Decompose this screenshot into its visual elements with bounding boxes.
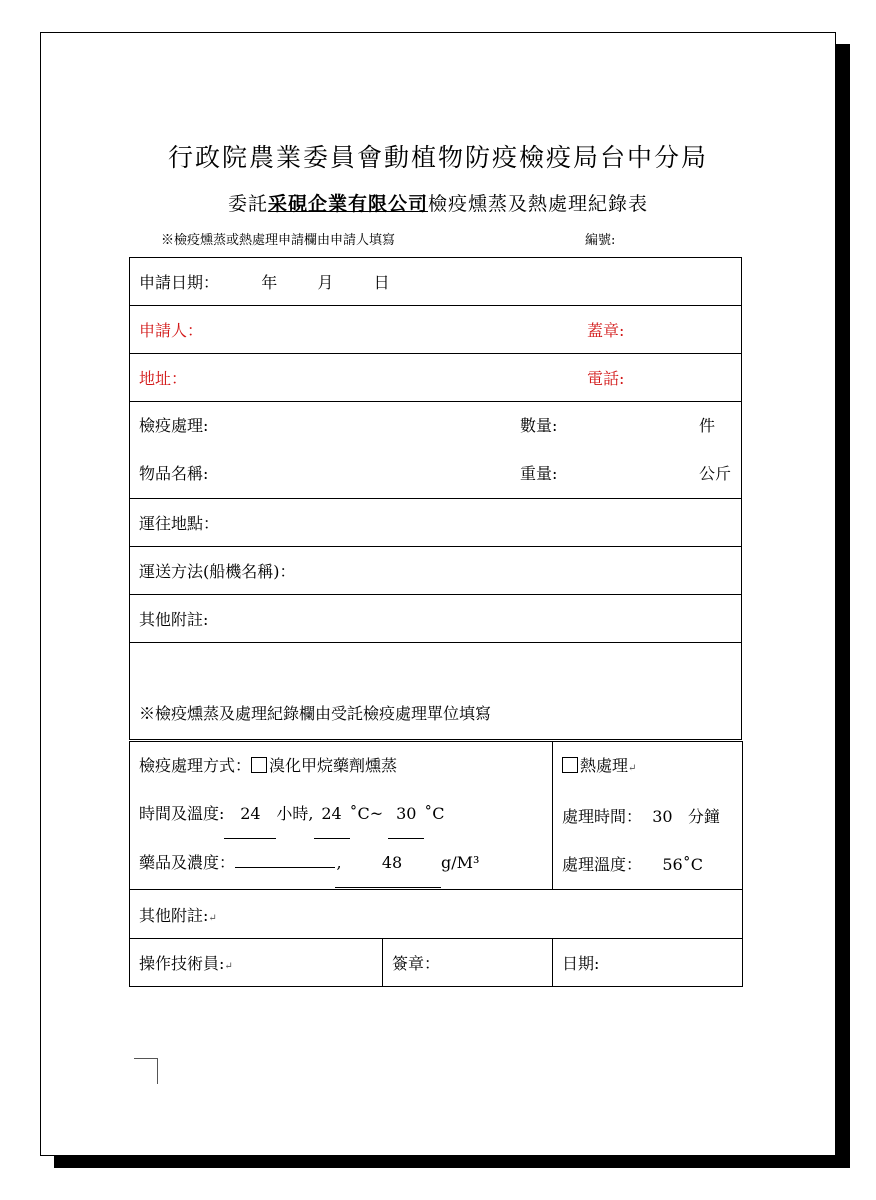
transport-field[interactable]: 運送方法(船機名稱)： <box>130 547 742 595</box>
time-temp-label: 時間及溫度: <box>139 804 225 823</box>
record-remarks-field[interactable] <box>130 890 743 939</box>
address-field[interactable] <box>130 354 742 402</box>
return-mark-icon: ↵ <box>208 912 217 924</box>
remarks-row <box>130 595 742 643</box>
quantity-label: 數量: <box>520 416 558 435</box>
method-label: 檢疫處理方式： <box>139 756 252 775</box>
date-label: 申請日期： <box>139 273 220 292</box>
applicant-remarks-field[interactable]: 其他附註: <box>130 595 742 643</box>
treatment-label: 檢疫處理: <box>139 416 209 435</box>
document-page <box>40 32 836 1156</box>
quantity-unit: 件 <box>699 416 716 435</box>
document-subtitle <box>41 189 835 216</box>
signature-field[interactable]: 簽章： <box>383 939 553 987</box>
serial-number-label: 編號: <box>585 233 616 248</box>
subtitle-prefix: 委託 <box>227 193 268 215</box>
applicant-row <box>130 306 742 354</box>
year-label: 年 <box>261 273 278 292</box>
application-date-field[interactable] <box>130 258 742 306</box>
destination-row <box>130 499 742 547</box>
temp-from-value[interactable]: 24 <box>314 790 350 839</box>
applicant-note: ※檢疫燻蒸或熱處理申請欄由申請人填寫 <box>161 233 396 248</box>
address-row <box>130 354 742 402</box>
day-label: 日 <box>373 273 390 292</box>
chemical-name-value[interactable] <box>235 867 335 868</box>
destination-field[interactable]: 運往地點： <box>130 499 742 547</box>
mid-note-row <box>130 643 742 740</box>
chem-comma: , <box>335 839 343 888</box>
fumigation-cell <box>130 742 553 890</box>
phone-label: 電話: <box>587 369 625 388</box>
method-row <box>130 742 743 890</box>
signoff-row <box>130 939 743 987</box>
record-remarks-row <box>130 890 743 939</box>
operator-field[interactable] <box>130 939 383 987</box>
applicant-field[interactable] <box>130 306 742 354</box>
temp-to-value[interactable]: 30 <box>388 790 424 839</box>
treatment-row <box>130 402 742 499</box>
treatment-field[interactable] <box>130 402 742 499</box>
date-row <box>130 258 742 306</box>
company-name: 采硯企業有限公司 <box>267 193 428 215</box>
record-date-field[interactable]: 日期: <box>553 939 743 987</box>
record-remarks-label: 其他附註: <box>139 905 209 925</box>
concentration-unit: g/M³ <box>441 853 480 872</box>
heat-time-value[interactable]: 30 <box>652 807 673 826</box>
chem-label: 藥品及濃度： <box>139 853 236 872</box>
hours-value[interactable]: 24 <box>224 790 276 839</box>
concentration-value[interactable]: 48 <box>343 839 441 888</box>
transport-row <box>130 547 742 595</box>
heat-temp-label: 處理溫度： <box>562 855 643 874</box>
operator-label: 操作技術員: <box>139 954 225 973</box>
document-title: 行政院農業委員會動植物防疫檢疫局台中分局 <box>167 143 708 172</box>
month-label: 月 <box>317 273 334 292</box>
record-section-note: ※檢疫燻蒸及處理紀錄欄由受託檢疫處理單位填寫 <box>130 643 742 740</box>
applicant-label: 申請人： <box>139 321 204 340</box>
heat-cell <box>553 742 743 890</box>
heat-option: 熱處理 <box>580 756 629 775</box>
temp-unit: ˚C <box>424 804 445 823</box>
address-label: 地址： <box>139 369 188 388</box>
weight-unit: 公斤 <box>699 464 732 483</box>
heat-checkbox[interactable] <box>562 757 578 773</box>
weight-label: 重量: <box>520 464 558 483</box>
heat-temp-value[interactable]: 56˚C <box>662 855 703 874</box>
temp-separator: ˚C~ <box>349 804 384 823</box>
return-mark-icon: ↵ <box>628 763 637 774</box>
subtitle-suffix: 檢疫燻蒸及熱處理紀錄表 <box>428 193 649 215</box>
hours-unit: 小時, <box>276 804 314 823</box>
record-table <box>129 741 743 987</box>
fumigation-checkbox[interactable] <box>251 757 267 773</box>
seal-label: 蓋章: <box>587 321 625 340</box>
item-name-label: 物品名稱: <box>139 464 209 483</box>
return-mark-icon: ↵ <box>224 961 233 972</box>
fumigation-option: 溴化甲烷藥劑燻蒸 <box>269 756 398 775</box>
heat-time-unit: 分鐘 <box>687 807 720 826</box>
page-corner-mark <box>134 1058 158 1084</box>
applicant-table <box>129 257 742 740</box>
heat-time-label: 處理時間： <box>562 807 643 826</box>
